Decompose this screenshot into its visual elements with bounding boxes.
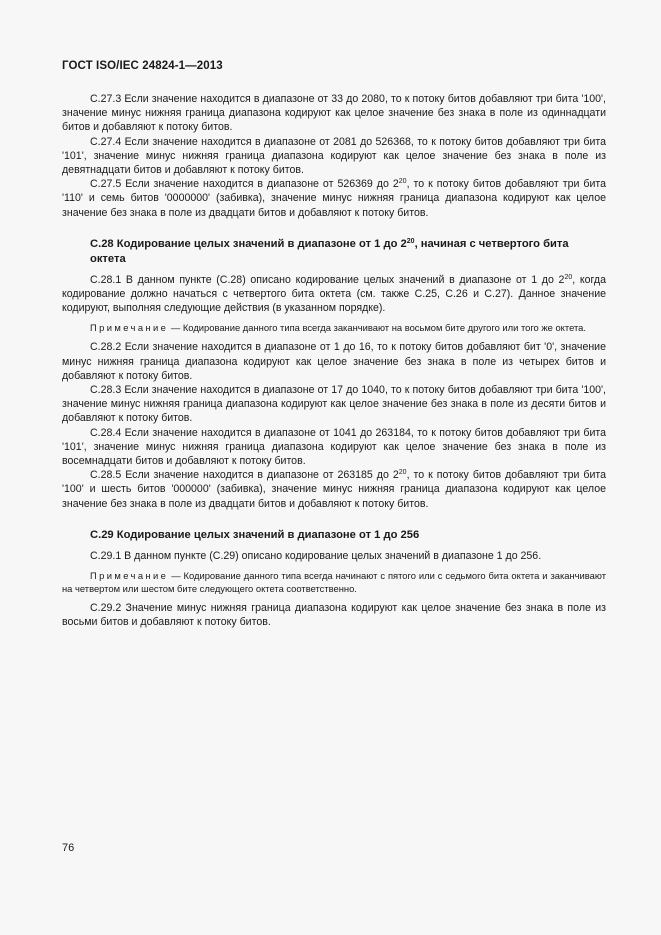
paragraph-c29-2: C.29.2 Значение минус нижняя граница диапазона кодируют как целое значение без знака в поле из восьми битов и добавляют к потоку битов. xyxy=(62,602,606,629)
paragraph-c27-5 xyxy=(62,177,606,220)
paragraph-c29-1: C.29.1 В данном пункте (C.29) описано кодирование целых значений в диапазоне 1 до 256. xyxy=(90,549,542,562)
paragraph-c28-5 xyxy=(62,468,606,511)
note-text: — Кодирование данного типа всегда начинают с пятого или с седьмого бита октета и заканчивают на четвертом или шестом бите следующего октета соответственно. xyxy=(62,570,606,595)
note-c29 xyxy=(62,569,606,595)
note-text: — Кодирование данного типа всегда заканчивают на восьмом бите другого или того же октета. xyxy=(168,322,586,334)
superscript: 20 xyxy=(398,469,407,477)
text-fragment: C.28.1 В данном пункте (C.28) описано кодирование целых значений в диапазоне от 1 до 2 xyxy=(90,273,565,286)
paragraph-c28-1 xyxy=(62,273,606,316)
note-label: Примечание xyxy=(90,570,169,582)
paragraph-c27-4: C.27.4 Если значение находится в диапазоне от 2081 до 526368, то к потоку битов добавляют три бита '101', значение минус нижняя граница диапазона кодируют как целое значение без знака в поле из девятнадцати битов и добавляют к потоку битов. xyxy=(62,135,606,177)
text-fragment: , начиная с четвертого бита октета xyxy=(90,237,569,265)
paragraph-c28-3: C.28.3 Если значение находится в диапазоне от 17 до 1040, то к потоку битов добавляют три бита '100', значение минус нижняя граница диапазона кодируют как целое значение без знака в поле из десяти битов и добавляют к потоку битов. xyxy=(62,384,606,425)
note-c28 xyxy=(62,321,606,334)
superscript: 20 xyxy=(564,273,573,281)
section-heading-c29: C.29 Кодирование целых значений в диапазоне от 1 до 256 xyxy=(90,528,420,541)
paragraph-c27-3: C.27.3 Если значение находится в диапазоне от 33 до 2080, то к потоку битов добавляют три бита '100', значение минус нижняя граница диапазона кодируют как целое значение без знака в поле из одиннадцати битов и добавляют к потоку битов. xyxy=(62,93,606,134)
document-body xyxy=(62,92,606,629)
text-fragment: , когда кодирование должно начаться с четвертого бита октета (см. также C.25, C.26 и C.27). Данное значение кодируют, выполняя следующие действия (в указанном порядке). xyxy=(62,273,606,315)
note-label: Примечание xyxy=(90,322,169,334)
paragraph-c28-2: C.28.2 Если значение находится в диапазоне от 1 до 16, то к потоку битов добавляют бит '0', значение минус нижняя граница диапазона кодируют как целое значение без знака в поле из четырех битов и добавляют к потоку битов. xyxy=(62,341,606,382)
section-heading-c28 xyxy=(62,237,606,267)
superscript: 20 xyxy=(398,178,407,186)
text-fragment: C.28.5 Если значение находится в диапазоне от 263185 до 2 xyxy=(90,469,399,482)
page-number: 76 xyxy=(62,842,75,854)
superscript: 20 xyxy=(406,237,415,245)
text-fragment: C.28 Кодирование целых значений в диапазоне от 1 до 2 xyxy=(90,237,407,250)
text-fragment: , то к потоку битов добавляют три бита '100' и шесть битов '000000' (забивка), значение минус нижняя граница диапазона кодируют как целое значение без знака в поле из двадцати битов и добавляют к потоку битов. xyxy=(62,469,606,510)
text-fragment: , то к потоку битов добавляют три бита '110' и семь битов '0000000' (забивка), значение минус нижняя граница диапазона кодируют как целое значение без знака в поле из двадцати битов и добавляют к потоку битов. xyxy=(62,178,606,219)
text-fragment: C.27.5 Если значение находится в диапазоне от 526369 до 2 xyxy=(90,178,399,191)
paragraph-c28-4: C.28.4 Если значение находится в диапазоне от 1041 до 263184, то к потоку битов добавляют три бита '101', значение минус нижняя граница диапазона кодируют как целое значение без знака в поле из восемнадцати битов и добавляют к потоку битов. xyxy=(62,426,606,468)
document-header: ГОСТ ISO/IEC 24824-1—2013 xyxy=(62,60,223,72)
